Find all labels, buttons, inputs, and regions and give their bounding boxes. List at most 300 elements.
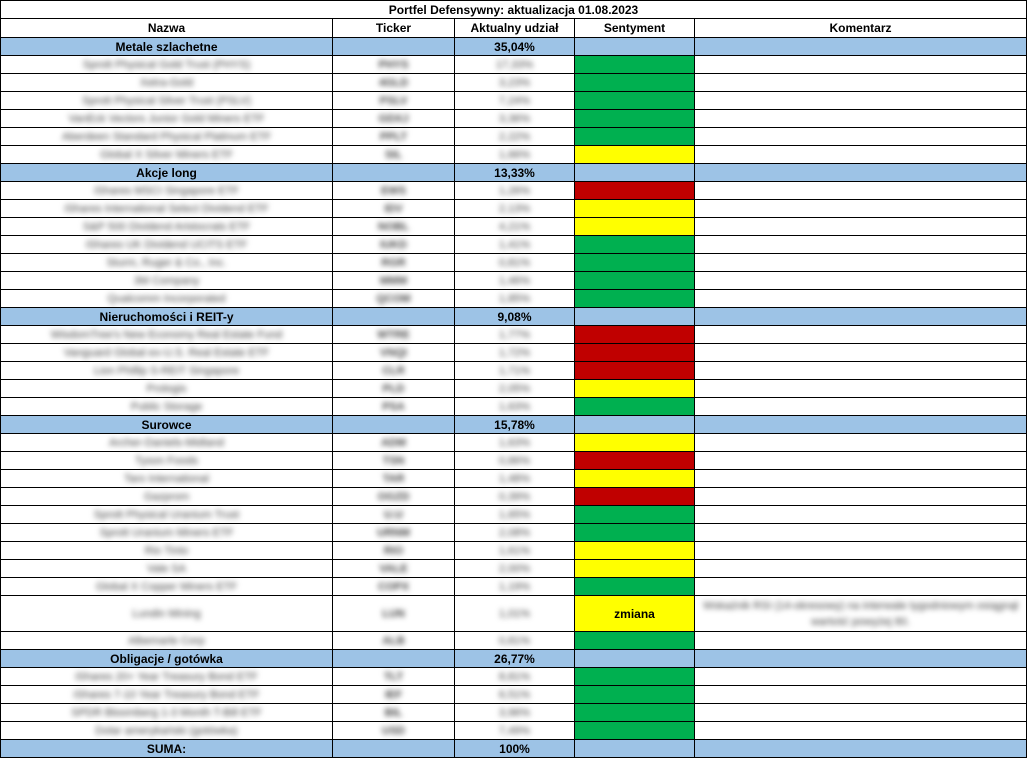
sentiment-indicator <box>575 272 695 290</box>
asset-name-text: Xetra-Gold <box>139 76 194 89</box>
asset-share-text: 1,41% <box>498 238 531 251</box>
table-row <box>0 182 1027 200</box>
sentiment-indicator <box>575 236 695 254</box>
asset-ticker <box>333 686 455 704</box>
header-share: Aktualny udział <box>455 19 575 38</box>
asset-share <box>455 704 575 722</box>
asset-ticker <box>333 74 455 92</box>
asset-name <box>0 380 333 398</box>
asset-comment-text: Wskaźnik RSI (14-okresowy) na interwale tygodniowym osiągnął wartość powyżej 80. <box>703 599 1018 628</box>
asset-share <box>455 254 575 272</box>
asset-name <box>0 56 333 74</box>
asset-comment <box>695 362 1027 380</box>
asset-comment <box>695 632 1027 650</box>
section-comment-cell <box>695 650 1027 668</box>
section-comment-cell <box>695 164 1027 182</box>
sentiment-indicator <box>575 470 695 488</box>
asset-ticker-text: USD <box>381 724 406 737</box>
asset-name <box>0 524 333 542</box>
asset-ticker-text: OGZD <box>377 490 410 503</box>
header-sentiment: Sentyment <box>575 19 695 38</box>
asset-ticker <box>333 668 455 686</box>
asset-comment <box>695 290 1027 308</box>
asset-name <box>0 218 333 236</box>
header-comment: Komentarz <box>695 19 1027 38</box>
header-row <box>0 19 1027 38</box>
asset-share-text: 3,23% <box>498 76 531 89</box>
asset-share-text: 1,65% <box>498 508 531 521</box>
asset-comment <box>695 686 1027 704</box>
asset-name <box>0 452 333 470</box>
asset-share <box>455 560 575 578</box>
asset-name <box>0 128 333 146</box>
asset-ticker-text: VNQI <box>380 346 407 359</box>
table-row <box>0 578 1027 596</box>
asset-name-text: Albemarle Corp <box>128 634 205 647</box>
table-row <box>0 272 1027 290</box>
asset-comment <box>695 668 1027 686</box>
asset-share-text: 0,86% <box>498 454 531 467</box>
asset-ticker-text: PSLV <box>379 94 408 107</box>
asset-comment <box>695 488 1027 506</box>
asset-ticker <box>333 380 455 398</box>
section-sentiment-cell <box>575 416 695 434</box>
asset-ticker-text: IEF <box>384 688 403 701</box>
sentiment-indicator <box>575 128 695 146</box>
asset-share <box>455 542 575 560</box>
asset-comment <box>695 452 1027 470</box>
asset-share <box>455 218 575 236</box>
sentiment-indicator <box>575 560 695 578</box>
asset-name <box>0 470 333 488</box>
asset-ticker <box>333 434 455 452</box>
total-ticker-cell <box>333 740 455 758</box>
sentiment-indicator <box>575 326 695 344</box>
asset-comment <box>695 92 1027 110</box>
section-sentiment-cell <box>575 164 695 182</box>
asset-name-text: Vale SA <box>147 562 186 575</box>
asset-ticker <box>333 704 455 722</box>
asset-comment <box>695 74 1027 92</box>
sentiment-indicator <box>575 254 695 272</box>
header-name: Nazwa <box>0 19 333 38</box>
sentiment-indicator <box>575 56 695 74</box>
sentiment-indicator <box>575 362 695 380</box>
section-ticker-cell <box>333 38 455 56</box>
asset-ticker-text: COPX <box>377 580 410 593</box>
asset-name <box>0 146 333 164</box>
asset-name <box>0 236 333 254</box>
asset-name-text: Gazprom <box>143 490 190 503</box>
asset-name <box>0 560 333 578</box>
asset-name-text: Sprott Physical Uranium Trust <box>93 508 240 521</box>
asset-ticker <box>333 632 455 650</box>
asset-share-text: 1,66% <box>498 148 531 161</box>
asset-ticker-text: RGR <box>381 256 406 269</box>
asset-name <box>0 434 333 452</box>
asset-name-text: Sprott Physical Gold Trust (PHYS) <box>82 58 251 71</box>
sentiment-indicator <box>575 182 695 200</box>
asset-share <box>455 146 575 164</box>
asset-share <box>455 668 575 686</box>
section-sentiment-cell <box>575 38 695 56</box>
table-row <box>0 506 1027 524</box>
asset-name-text: Taro International <box>124 472 209 485</box>
asset-name-text: iShares 20+ Year Treasury Bond ETF <box>75 670 258 683</box>
asset-ticker-text: PPLT <box>379 130 408 143</box>
asset-share-text: 1,77% <box>498 328 531 341</box>
asset-ticker-text: TLT <box>383 670 404 683</box>
table-row <box>0 128 1027 146</box>
section-name: Obligacje / gotówka <box>0 650 333 668</box>
asset-comment <box>695 146 1027 164</box>
asset-comment <box>695 272 1027 290</box>
table-row <box>0 56 1027 74</box>
section-ticker-cell <box>333 650 455 668</box>
asset-share <box>455 128 575 146</box>
table-row <box>0 524 1027 542</box>
section-sentiment-cell <box>575 650 695 668</box>
asset-name-text: S&P 500 Dividend Aristocrats ETF <box>82 220 251 233</box>
asset-share-text: 1,26% <box>498 184 531 197</box>
table-row <box>0 434 1027 452</box>
table-row <box>0 470 1027 488</box>
table-row <box>0 362 1027 380</box>
asset-share-text: 2,22% <box>498 130 531 143</box>
asset-share-text: 1,63% <box>498 400 531 413</box>
asset-ticker <box>333 344 455 362</box>
asset-share-text: 4,21% <box>498 220 531 233</box>
asset-name-text: Tyson Foods <box>135 454 198 467</box>
table-row <box>0 398 1027 416</box>
table-row <box>0 596 1027 632</box>
asset-share <box>455 470 575 488</box>
table-row <box>0 74 1027 92</box>
asset-share <box>455 272 575 290</box>
sentiment-indicator <box>575 596 695 632</box>
table-row <box>0 380 1027 398</box>
asset-share <box>455 578 575 596</box>
asset-ticker-text: WTRE <box>377 328 410 341</box>
asset-share <box>455 686 575 704</box>
sentiment-indicator <box>575 524 695 542</box>
asset-share-text: 3,96% <box>498 706 531 719</box>
asset-name <box>0 254 333 272</box>
asset-ticker <box>333 110 455 128</box>
asset-name <box>0 542 333 560</box>
asset-share <box>455 632 575 650</box>
asset-comment <box>695 200 1027 218</box>
asset-name-text: Sprott Uranium Miners ETF <box>99 526 234 539</box>
table-row <box>0 542 1027 560</box>
asset-name-text: iShares UK Dividend UCITS ETF <box>85 238 248 251</box>
asset-ticker <box>333 290 455 308</box>
asset-share-text: 1,01% <box>498 607 531 620</box>
asset-share-text: 1,85% <box>498 292 531 305</box>
sentiment-indicator <box>575 110 695 128</box>
asset-share <box>455 290 575 308</box>
section-sentiment-cell <box>575 308 695 326</box>
asset-ticker <box>333 272 455 290</box>
table-row <box>0 218 1027 236</box>
table-row <box>0 344 1027 362</box>
asset-share <box>455 452 575 470</box>
asset-name <box>0 326 333 344</box>
sentiment-indicator <box>575 380 695 398</box>
total-comment-cell <box>695 740 1027 758</box>
table-row <box>0 452 1027 470</box>
asset-comment <box>695 218 1027 236</box>
asset-name <box>0 290 333 308</box>
asset-share-text: 2,13% <box>498 202 531 215</box>
asset-share <box>455 236 575 254</box>
asset-share <box>455 362 575 380</box>
section-comment-cell <box>695 38 1027 56</box>
asset-name-text: Vanguard Global ex-U.S. Real Estate ETF <box>63 346 270 359</box>
asset-share-text: 1,71% <box>498 364 531 377</box>
sentiment-indicator <box>575 542 695 560</box>
asset-share-text: 1,63% <box>498 436 531 449</box>
asset-name <box>0 398 333 416</box>
asset-comment <box>695 542 1027 560</box>
sentiment-indicator <box>575 74 695 92</box>
sentiment-label: zmiana <box>614 606 655 621</box>
table-row <box>0 560 1027 578</box>
table-row <box>0 110 1027 128</box>
asset-ticker <box>333 506 455 524</box>
section-name: Nieruchomości i REIT-y <box>0 308 333 326</box>
asset-name <box>0 596 333 632</box>
asset-share <box>455 398 575 416</box>
section-share: 26,77% <box>455 650 575 668</box>
asset-ticker <box>333 596 455 632</box>
section-row <box>0 650 1027 668</box>
asset-comment <box>695 236 1027 254</box>
asset-ticker-text: PHYS <box>378 58 409 71</box>
asset-name-text: SPDR Bloomberg 1-3 Month T-Bill ETF <box>71 706 262 719</box>
sentiment-indicator <box>575 290 695 308</box>
asset-ticker-text: URNM <box>377 526 410 539</box>
asset-share-text: 1,19% <box>498 580 531 593</box>
asset-share <box>455 182 575 200</box>
section-name: Akcje long <box>0 164 333 182</box>
asset-comment <box>695 128 1027 146</box>
asset-ticker-text: TSN <box>382 454 405 467</box>
section-row <box>0 38 1027 56</box>
section-ticker-cell <box>333 308 455 326</box>
asset-ticker-text: QCOM <box>376 292 411 305</box>
sentiment-indicator <box>575 200 695 218</box>
asset-share-text: 0,81% <box>498 256 531 269</box>
asset-share <box>455 110 575 128</box>
asset-ticker-text: RIO <box>383 544 404 557</box>
sentiment-indicator <box>575 452 695 470</box>
sentiment-indicator <box>575 398 695 416</box>
asset-share-text: 2,08% <box>498 526 531 539</box>
asset-comment <box>695 524 1027 542</box>
asset-ticker-text: GDXJ <box>378 112 409 125</box>
section-row <box>0 416 1027 434</box>
asset-name <box>0 200 333 218</box>
asset-name-text: Lion Phillip S-REIT Singapore <box>93 364 240 377</box>
asset-name-text: Global X Copper Miners ETF <box>95 580 238 593</box>
asset-share <box>455 722 575 740</box>
sentiment-indicator <box>575 578 695 596</box>
asset-comment <box>695 56 1027 74</box>
asset-name-text: WisdomTree's New Economy Real Estate Fund <box>50 328 283 341</box>
sentiment-indicator <box>575 722 695 740</box>
asset-ticker-text: EWS <box>380 184 407 197</box>
asset-comment <box>695 470 1027 488</box>
section-comment-cell <box>695 308 1027 326</box>
asset-name <box>0 704 333 722</box>
asset-ticker <box>333 398 455 416</box>
asset-name-text: Public Storage <box>130 400 203 413</box>
total-row <box>0 740 1027 758</box>
sentiment-indicator <box>575 434 695 452</box>
sentiment-indicator <box>575 704 695 722</box>
asset-ticker <box>333 254 455 272</box>
asset-ticker <box>333 92 455 110</box>
section-name: Surowce <box>0 416 333 434</box>
sentiment-indicator <box>575 218 695 236</box>
table-row <box>0 290 1027 308</box>
asset-share-text: 6,51% <box>498 688 531 701</box>
asset-share-text: 2,05% <box>498 382 531 395</box>
asset-name <box>0 686 333 704</box>
section-ticker-cell <box>333 164 455 182</box>
asset-name <box>0 110 333 128</box>
asset-comment <box>695 578 1027 596</box>
section-row <box>0 308 1027 326</box>
table-row <box>0 488 1027 506</box>
asset-share <box>455 488 575 506</box>
asset-name-text: Dolar amerykański (gotówka) <box>95 724 238 737</box>
asset-comment <box>695 560 1027 578</box>
asset-comment <box>695 596 1027 632</box>
asset-ticker-text: ALB <box>382 634 405 647</box>
asset-name <box>0 74 333 92</box>
header-ticker: Ticker <box>333 19 455 38</box>
asset-ticker <box>333 542 455 560</box>
asset-ticker <box>333 56 455 74</box>
asset-share-text: 17,33% <box>495 58 534 71</box>
asset-share <box>455 506 575 524</box>
asset-ticker-text: IUKD <box>380 238 407 251</box>
sentiment-indicator <box>575 632 695 650</box>
asset-ticker <box>333 326 455 344</box>
asset-share-text: 0,81% <box>498 634 531 647</box>
table-row <box>0 668 1027 686</box>
asset-name-text: Aberdeen Standard Physical Platinum ETF <box>61 130 272 143</box>
asset-ticker-text: TAR <box>382 472 405 485</box>
asset-ticker-text: LUN <box>382 607 405 620</box>
asset-name-text: iShares MSCI Singapore ETF <box>94 184 239 197</box>
asset-ticker-text: MMM <box>379 274 408 287</box>
asset-name-text: Rio Tinto <box>144 544 189 557</box>
asset-comment <box>695 380 1027 398</box>
asset-name <box>0 272 333 290</box>
asset-ticker-text: CLR <box>382 364 405 377</box>
asset-ticker-text: BIL <box>384 706 403 719</box>
asset-share <box>455 524 575 542</box>
asset-name <box>0 578 333 596</box>
total-share: 100% <box>455 740 575 758</box>
table-row <box>0 146 1027 164</box>
asset-ticker-text: VALE <box>379 562 408 575</box>
asset-name <box>0 668 333 686</box>
asset-ticker <box>333 470 455 488</box>
asset-ticker <box>333 578 455 596</box>
table-row <box>0 200 1027 218</box>
asset-ticker <box>333 218 455 236</box>
table-row <box>0 632 1027 650</box>
asset-comment <box>695 344 1027 362</box>
asset-name <box>0 722 333 740</box>
asset-ticker <box>333 236 455 254</box>
section-share: 35,04% <box>455 38 575 56</box>
asset-ticker <box>333 488 455 506</box>
asset-share <box>455 56 575 74</box>
asset-share <box>455 380 575 398</box>
sentiment-indicator <box>575 146 695 164</box>
asset-ticker-text: SIL <box>384 148 403 161</box>
asset-name <box>0 632 333 650</box>
asset-share <box>455 434 575 452</box>
section-name: Metale szlachetne <box>0 38 333 56</box>
asset-name-text: iShares 7-10 Year Treasury Bond ETF <box>73 688 260 701</box>
section-share: 15,78% <box>455 416 575 434</box>
sentiment-indicator <box>575 668 695 686</box>
asset-comment <box>695 434 1027 452</box>
asset-share <box>455 326 575 344</box>
asset-comment <box>695 722 1027 740</box>
table-row <box>0 686 1027 704</box>
asset-share-text: 1,48% <box>498 472 531 485</box>
asset-share-text: 7,24% <box>498 94 531 107</box>
asset-name-text: VanEck Vectors Junior Gold Miners ETF <box>68 112 265 125</box>
asset-share-text: 2,00% <box>498 562 531 575</box>
asset-share-text: 1,72% <box>498 346 531 359</box>
asset-share <box>455 596 575 632</box>
asset-comment <box>695 110 1027 128</box>
asset-share <box>455 200 575 218</box>
asset-name-text: Prologis <box>146 382 187 395</box>
asset-ticker-text: U.U <box>384 508 403 521</box>
asset-comment <box>695 704 1027 722</box>
section-share: 13,33% <box>455 164 575 182</box>
asset-name-text: Qualcomm Incorporated <box>107 292 226 305</box>
asset-ticker-text: NOBL <box>377 220 410 233</box>
asset-name <box>0 362 333 380</box>
asset-ticker <box>333 722 455 740</box>
asset-comment <box>695 254 1027 272</box>
asset-comment <box>695 398 1027 416</box>
asset-ticker <box>333 128 455 146</box>
asset-name <box>0 344 333 362</box>
asset-comment <box>695 506 1027 524</box>
asset-name-text: 3M Company <box>133 274 200 287</box>
asset-name <box>0 182 333 200</box>
asset-name-text: Sprott Physical Silver Trust (PSLV) <box>81 94 252 107</box>
asset-comment <box>695 326 1027 344</box>
table-row <box>0 722 1027 740</box>
asset-share <box>455 74 575 92</box>
sentiment-indicator <box>575 686 695 704</box>
asset-name-text: Archer-Daniels-Midland <box>109 436 224 449</box>
asset-ticker <box>333 200 455 218</box>
asset-ticker <box>333 362 455 380</box>
